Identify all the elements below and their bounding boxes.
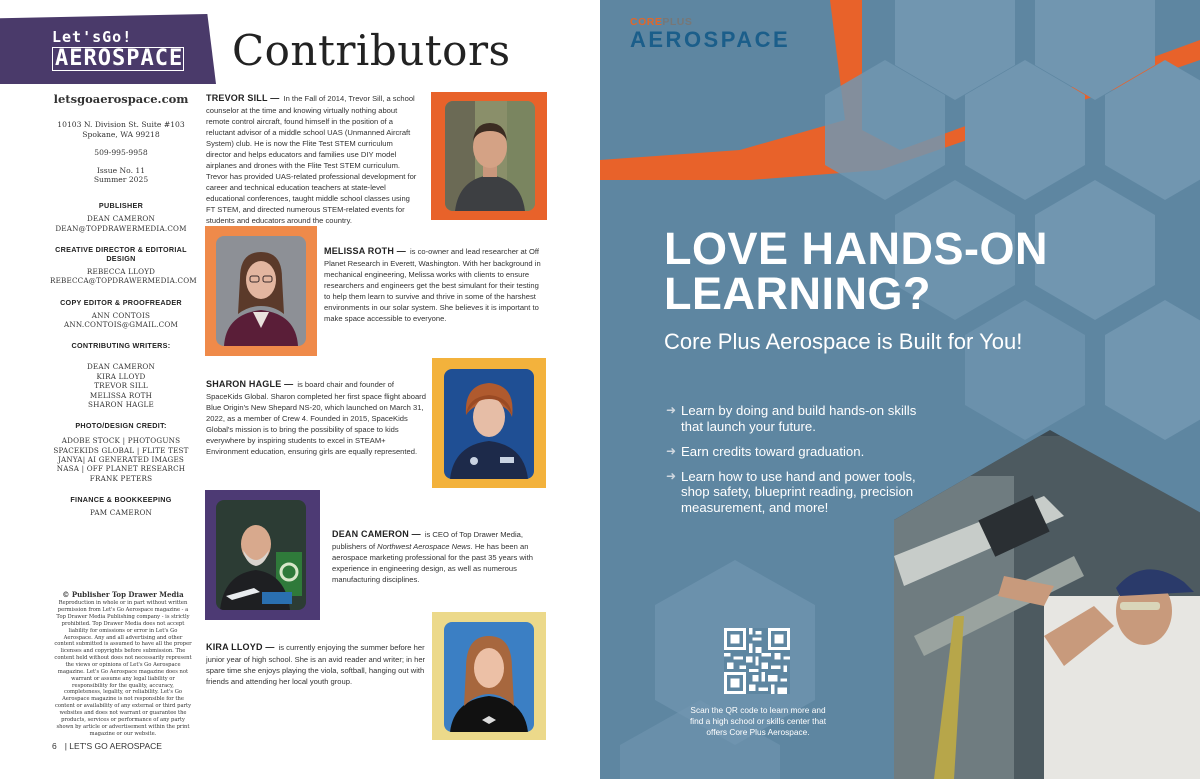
section-line: DEAN CAMERON: [86, 362, 156, 372]
page-title: Contributors: [232, 26, 511, 75]
contributor-text: is board chair and founder of SpaceKids Global. Sharon completed her first space flight aboard Blue Origin's New Shepard NS-20, which launched on March 31, 2022, as a member of Crew 4. Founded in 2015, SpaceKids Global's mission is to bring the possibility of space to kids everywhere by inspiring students to excel in STEAM+ Environment education, ensuring girls are equally represented.: [206, 380, 426, 457]
section-heading: PHOTO/DESIGN CREDIT:: [75, 421, 167, 431]
legal-heading: © Publisher Top Drawer Media: [62, 590, 184, 599]
arrow-right-icon: ➜: [666, 403, 677, 417]
contributor-name: SHARON HAGLE —: [206, 379, 294, 389]
section-line: FRANK PETERS: [89, 473, 153, 483]
section-line: DEAN CAMERON: [86, 214, 156, 224]
core-plus-ad-page: [600, 0, 1200, 779]
section-line: SPACEKIDS GLOBAL | FLITE TEST: [53, 445, 189, 455]
qr-caption: Scan the QR code to learn more and find a high school or skills center that offers Core Plus Aerospace.: [689, 705, 827, 738]
section-line: SHARON HAGLE: [88, 399, 154, 409]
contributor-bio-kira: [206, 641, 432, 687]
contributor-text: He has been an aerospace marketing professional for the past 35 years with experience in engineering design, as well as numerous manufacturing disciplines.: [332, 542, 533, 585]
contributor-text: is currently enjoying the summer before her junior year of high school. She is an avid reader and writer; in her spare time she enjoys playing the viola, softball, hanging out with friends and attending her local youth group.: [206, 643, 426, 687]
section-line: REBECCA LLOYD: [86, 267, 156, 277]
contributor-name: MELISSA ROTH —: [324, 246, 406, 256]
contributor-bio-dean: [332, 528, 546, 585]
arrow-right-icon: ➜: [666, 443, 677, 458]
logo-core: CORE: [630, 16, 663, 28]
issue-number: Issue No. 11: [96, 165, 146, 175]
ad-subhead: Core Plus Aerospace is Built for You!: [664, 329, 1023, 354]
page-number: 6: [52, 741, 57, 751]
section-line: NASA | OFF PLANET RESEARCH: [56, 464, 186, 474]
contributor-photo-trevor: [445, 101, 535, 211]
contributor-bio-trevor: [206, 92, 420, 226]
core-plus-logo: [630, 16, 790, 53]
contributor-photo-dean: [216, 500, 306, 610]
contributor-photo-sharon: [444, 369, 534, 479]
logo-aerospace: AEROSPACE: [630, 27, 791, 52]
section-value: [50, 362, 192, 409]
logo-line-2: AEROSPACE: [52, 47, 184, 71]
legal-text: Reproduction in whole or in part without written permission from Let's Go Aerospace magazine - a Top Drawer Media Publishing company - is strictly prohibited. Top Drawer Media does not accept liability for omissions or error in Let's Go Aerospace. Any and all advertising and other content submitted is assumed to have all the proper licenses and copyrights before submission. The content held without does not necessarily represent the views or opinions of Let's Go Aerospace magazine. Let's Go Aerospace magazine does not warrant or assume any legal liability or responsibility for the quality, accuracy, completeness, legality, or reliability. Let's Go Aerospace magazine is not responsible for the content or availability of any external or third party websites and does not warrant or guarantee the products, services or performance of any party shown by article or advertisement within the print magazine or our website.: [54, 600, 192, 737]
website-link[interactable]: letsgoaerospace.com: [53, 92, 189, 106]
publication-name: Northwest Aerospace News.: [377, 542, 473, 552]
ad-headline: LOVE HANDS-ON LEARNING?: [664, 223, 1049, 319]
logo-plus: PLUS: [662, 16, 693, 28]
contributor-name: KIRA LLOYD —: [206, 642, 275, 652]
benefit-item: [666, 469, 926, 517]
section-value: [50, 508, 192, 517]
contributor-name: TREVOR SILL —: [206, 93, 280, 103]
address-line-1: 10103 N. Division St. Suite #103: [57, 120, 185, 129]
section-heading: CONTRIBUTING WRITERS:: [71, 341, 171, 351]
section-line: PAM CAMERON: [89, 508, 153, 518]
section-line: ADOBE STOCK | PHOTOGUNS: [61, 436, 181, 446]
benefit-text: Learn by doing and build hands-on skills that launch your future.: [681, 403, 917, 434]
benefit-text: Learn how to use hand and power tools, shop safety, blueprint reading, precision measurement, and more!: [681, 468, 916, 516]
contributor-name: DEAN CAMERON —: [332, 529, 421, 539]
section-email[interactable]: DEAN@TOPDRAWERMEDIA.COM: [55, 223, 187, 233]
contributor-text: In the Fall of 2014, Trevor Sill, a school counselor at the time and knowing virtually nothing about remote control aircraft, found himself in the position of a reluctant advisor of a middle school UAS (Unmanned Aircraft System) club. He is now the Flite Test STEM curriculum director and helps educators and families use DIY model airplanes and drones with the Flite Test STEM curriculum. Trevor has provided UAS-related professional development for career and technical education teachers at state-level educational conferences, taught middle school classes using FT STEM, and directed numerous STEM-related events for students and educators around the country.: [206, 94, 417, 226]
contributor-text: is co-owner and lead researcher at Off Planet Research in Everett, Washington. With her background in mechanical engineering, Melissa works with clients to ensure researchers and engineers get the best simulant for their testing to help them learn to survive and thrive in some of the harshest environments in our solar system. She believes it is important to make space accessible to everyone.: [324, 247, 541, 324]
section-line: JANYA| AI GENERATED IMAGES: [57, 454, 185, 464]
legal-notice: [54, 590, 192, 737]
section-value: [50, 311, 192, 330]
contributor-text: is CEO of Top Drawer Media, publishers of: [332, 530, 524, 552]
contributor-photo-kira: [444, 622, 534, 732]
benefit-item: [666, 403, 926, 435]
benefit-item: [666, 444, 926, 460]
logo-line-1: Let'sGo!: [52, 28, 133, 46]
section-value: [50, 436, 192, 483]
benefit-text: Earn credits toward graduation.: [681, 443, 865, 459]
benefit-list: [666, 403, 926, 525]
section-value: [50, 267, 197, 286]
address-line-2: Spokane, WA 99218: [82, 129, 160, 139]
section-line: ANN CONTOIS: [91, 310, 151, 320]
section-line: MELISSA ROTH: [89, 390, 153, 400]
section-line: KIRA LLOYD: [96, 371, 146, 381]
section-heading: PUBLISHER: [98, 201, 144, 211]
section-email[interactable]: REBECCA@TOPDRAWERMEDIA.COM: [50, 276, 197, 286]
qr-code[interactable]: [724, 628, 790, 694]
folio: [52, 741, 170, 751]
section-email[interactable]: ANN.CONTOIS@GMAIL.COM: [63, 320, 179, 330]
magazine-logo: [52, 30, 192, 71]
student-worker-photo: [894, 436, 1200, 779]
arrow-right-icon: ➜: [666, 468, 677, 483]
phone-number: 509-995-9958: [94, 147, 148, 157]
contributor-photo-melissa: [216, 236, 306, 346]
issue-season: Summer 2025: [93, 175, 149, 185]
contributor-bio-melissa: [324, 245, 546, 324]
section-value: [50, 214, 192, 233]
section-line: TREVOR SILL: [94, 381, 148, 391]
section-heading: COPY EDITOR & PROOFREADER: [60, 297, 182, 307]
section-heading: FINANCE & BOOKKEEPING: [70, 495, 172, 505]
contributor-bio-sharon: [206, 378, 428, 457]
section-heading: CREATIVE DIRECTOR & EDITORIAL DESIGN: [55, 245, 187, 264]
folio-label: | LET'S GO AEROSPACE: [64, 741, 162, 751]
masthead: [50, 92, 197, 518]
